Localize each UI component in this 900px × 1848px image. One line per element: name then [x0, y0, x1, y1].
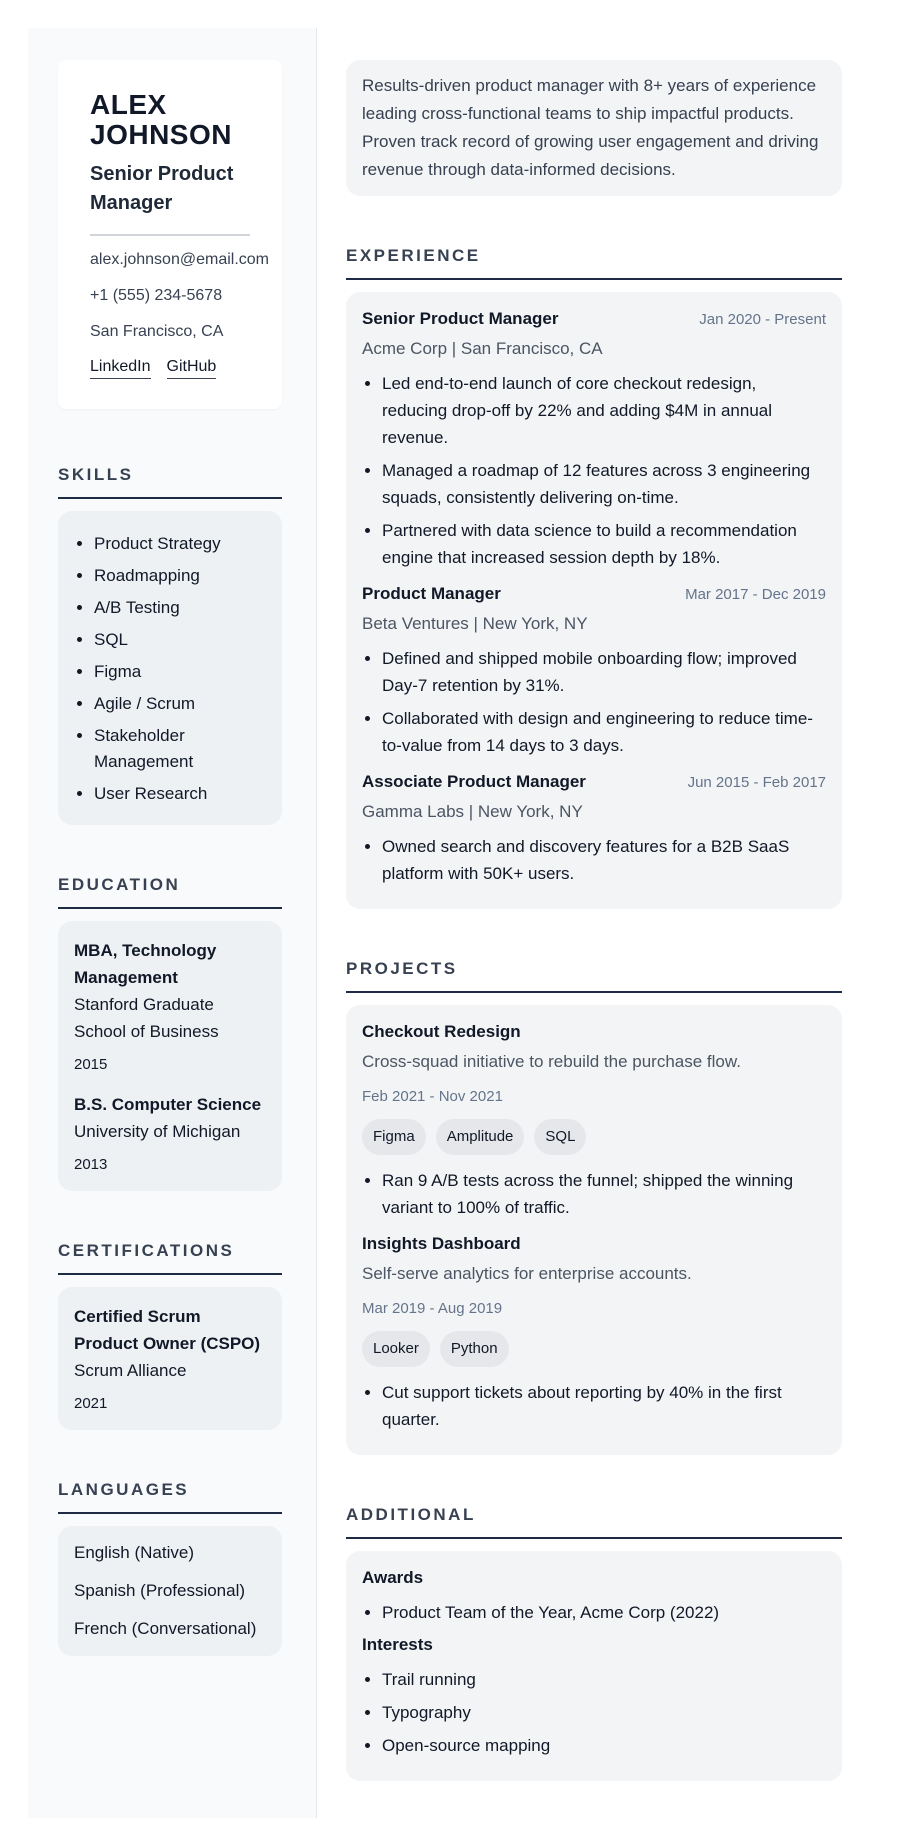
project-tags [362, 1119, 826, 1155]
tag-chip: Looker [362, 1331, 430, 1367]
contact-email: alex.johnson@email.com [90, 251, 269, 268]
list-item: • Open-source mapping [382, 1732, 826, 1759]
job-title: Associate Product Manager [362, 772, 586, 791]
list-item: • Partnered with data science to build a recommendation engine that increased session depth by 18%. [382, 517, 826, 571]
candidate-name [90, 90, 266, 150]
job-bullets [362, 833, 826, 887]
projects-heading: PROJECTS [346, 959, 842, 993]
certification-year: 2021 [74, 1395, 108, 1412]
certification-issuer: Scrum Alliance [74, 1361, 187, 1380]
degree: MBA, Technology Management [74, 941, 217, 987]
certifications-card [58, 1287, 282, 1430]
list-item: • Roadmapping [94, 563, 266, 589]
project-bullets [362, 1167, 826, 1221]
summary-card [346, 60, 842, 196]
languages-heading: LANGUAGES [58, 1480, 282, 1514]
interests-heading: Interests [362, 1635, 433, 1654]
job-header [362, 771, 826, 793]
list-item: • Cut support tickets about reporting by 40% in the first quarter. [382, 1379, 826, 1433]
education-card [58, 921, 282, 1191]
contact-phone: +1 (555) 234-5678 [90, 287, 223, 304]
job-title: Product Manager [362, 584, 501, 603]
list-item: • Defined and shipped mobile onboarding flow; improved Day-7 retention by 31%. [382, 645, 826, 699]
job-header [362, 583, 826, 605]
tag-chip: Python [440, 1331, 509, 1367]
job-entry [362, 583, 826, 759]
skills-list [74, 531, 266, 807]
list-item: • Typography [382, 1699, 826, 1726]
sidebar-content [58, 60, 282, 1656]
awards-list [362, 1599, 826, 1626]
project-tags [362, 1331, 826, 1367]
additional-heading: ADDITIONAL [346, 1505, 842, 1539]
profile-links [90, 358, 266, 379]
skills-section [58, 465, 282, 825]
list-item: • Trail running [382, 1666, 826, 1693]
education-section [58, 875, 282, 1191]
list-item: • Product Team of the Year, Acme Corp (2022) [382, 1599, 826, 1626]
project-entry [362, 1021, 826, 1221]
interests-list [362, 1666, 826, 1759]
list-item: • Owned search and discovery features for a B2B SaaS platform with 50K+ users. [382, 833, 826, 887]
identity-card [58, 60, 282, 409]
education-entry [74, 937, 266, 1075]
list-item: • SQL [94, 627, 266, 653]
linkedin-link[interactable]: LinkedIn [90, 358, 151, 379]
graduation-year: 2013 [74, 1156, 108, 1173]
identity-divider [90, 234, 250, 236]
job-bullets [362, 370, 826, 571]
certifications-section [58, 1241, 282, 1430]
job-title: Senior Product Manager [362, 309, 559, 328]
experience-section [346, 246, 842, 909]
job-dates: Mar 2017 - Dec 2019 [685, 586, 826, 603]
projects-section [346, 959, 842, 1455]
projects-card [346, 1005, 842, 1455]
job-entry [362, 308, 826, 571]
name-first: ALEX [90, 89, 167, 120]
list-item: • User Research [94, 781, 266, 807]
tag-chip: Amplitude [436, 1119, 525, 1155]
experience-heading: EXPERIENCE [346, 246, 842, 280]
education-heading: EDUCATION [58, 875, 282, 909]
job-bullets [362, 645, 826, 759]
list-item: • Led end-to-end launch of core checkout redesign, reducing drop-off by 22% and adding $4M in annual revenue. [382, 370, 826, 451]
skills-card [58, 511, 282, 825]
job-company: Gamma Labs | New York, NY [362, 802, 583, 821]
job-company: Beta Ventures | New York, NY [362, 614, 588, 633]
tag-chip: Figma [362, 1119, 426, 1155]
language-item: Spanish (Professional) [74, 1581, 246, 1600]
main-content [346, 60, 842, 1781]
project-dates: Mar 2019 - Aug 2019 [362, 1300, 503, 1317]
list-item: • Figma [94, 659, 266, 685]
school: Stanford Graduate School of Business [74, 995, 219, 1041]
job-dates: Jan 2020 - Present [699, 311, 826, 328]
job-dates: Jun 2015 - Feb 2017 [687, 774, 826, 791]
sidebar [28, 28, 317, 1818]
github-link[interactable]: GitHub [167, 358, 217, 379]
list-item: • Stakeholder Management [94, 723, 266, 775]
education-entry [74, 1091, 266, 1175]
school: University of Michigan [74, 1122, 241, 1141]
candidate-title: Senior Product Manager [90, 163, 234, 214]
contact-location: San Francisco, CA [90, 323, 224, 340]
list-item: • Agile / Scrum [94, 691, 266, 717]
job-header [362, 308, 826, 330]
project-title: Insights Dashboard [362, 1234, 521, 1253]
list-item: • Collaborated with design and engineering to reduce time-to-value from 14 days to 3 days. [382, 705, 826, 759]
graduation-year: 2015 [74, 1056, 108, 1073]
project-description: Self-serve analytics for enterprise accounts. [362, 1264, 692, 1283]
certifications-heading: CERTIFICATIONS [58, 1241, 282, 1275]
summary-text: Results-driven product manager with 8+ years of experience leading cross-functional teams to ship impactful products. Proven track record of growing user engagement and driving revenue through data-informed decisions. [362, 76, 819, 179]
degree: B.S. Computer Science [74, 1095, 262, 1114]
job-company: Acme Corp | San Francisco, CA [362, 339, 603, 358]
language-item: English (Native) [74, 1543, 194, 1562]
languages-card [58, 1526, 282, 1656]
list-item: • Managed a roadmap of 12 features across 3 engineering squads, consistently delivering on-time. [382, 457, 826, 511]
project-description: Cross-squad initiative to rebuild the purchase flow. [362, 1052, 741, 1071]
experience-card [346, 292, 842, 909]
project-dates: Feb 2021 - Nov 2021 [362, 1088, 503, 1105]
tag-chip: SQL [534, 1119, 586, 1155]
language-item: French (Conversational) [74, 1619, 257, 1638]
additional-card [346, 1551, 842, 1781]
list-item: • Product Strategy [94, 531, 266, 557]
name-last: JOHNSON [90, 119, 232, 150]
project-bullets [362, 1379, 826, 1433]
certification-name: Certified Scrum Product Owner (CSPO) [74, 1307, 261, 1353]
list-item: • Ran 9 A/B tests across the funnel; shipped the winning variant to 100% of traffic. [382, 1167, 826, 1221]
additional-section [346, 1505, 842, 1781]
skills-heading: SKILLS [58, 465, 282, 499]
awards-heading: Awards [362, 1568, 424, 1587]
project-entry [362, 1233, 826, 1433]
languages-section [58, 1480, 282, 1656]
job-entry [362, 771, 826, 887]
project-title: Checkout Redesign [362, 1022, 521, 1041]
list-item: • A/B Testing [94, 595, 266, 621]
